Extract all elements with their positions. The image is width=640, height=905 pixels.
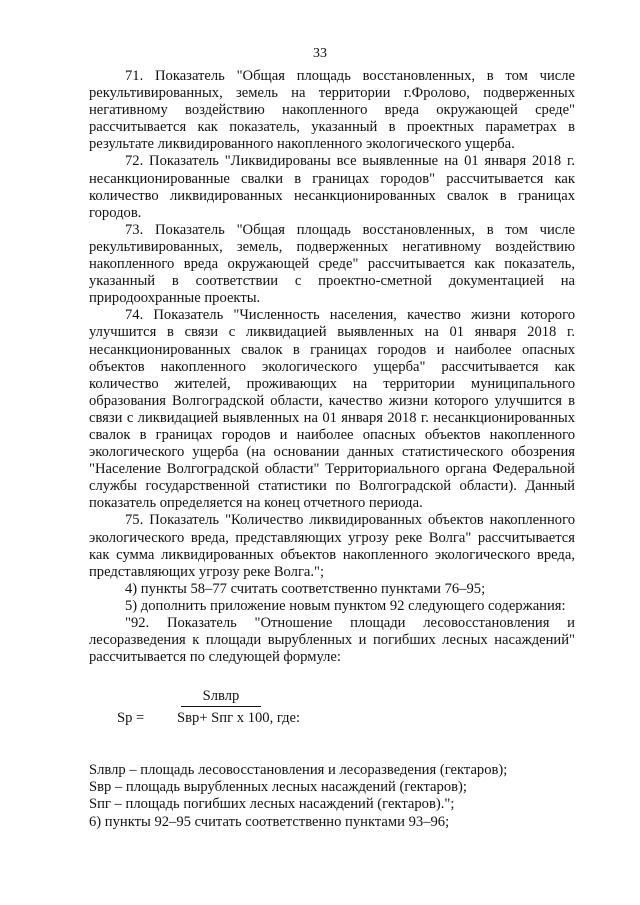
amendment-item-4: 4) пункты 58–77 считать соответственно пунктами 76–95; bbox=[125, 580, 486, 597]
paragraph-92: "92. Показатель "Отношение площади лесовосстановления и лесоразведения к площади вырубленных и погибших лесных насаждений" рассчитывается по следующей формуле: bbox=[89, 615, 575, 666]
page-number: 33 bbox=[313, 46, 327, 61]
paragraph-73: 73. Показатель "Общая площадь восстановленных, в том числе рекультивированных, земель, подверженных негативному воздействию накопленного вреда окружающей среде" рассчитывается как показатель, указанный в соответствии с проектно-сметной документацией на природоохранные проекты. bbox=[89, 221, 575, 307]
definition-spg: Sпг – площадь погибших лесных насаждений (гектаров)."; bbox=[89, 796, 455, 813]
paragraph-74: 74. Показатель "Численность населения, качество жизни которого улучшится в связи с ликвидацией выявленных на 01 января 2018 г. несанкционированных свалок в границах городов и наиболее опасных объектов накопленного экологического ущерба" рассчитывается как количество жителей, проживающих на территории муниципального образования Волгоградской области, качество жизни которого улучшится в связи с ликвидацией выявленных на 01 января 2018 г. несанкционированных свалок в границах городов и наиболее опасных объектов накопленного экологического ущерба (на основании данных статистического обозрения "Население Волгоградской области" Территориального органа Федеральной службы государственной статистики по Волгоградской области). Данный показатель определяется на конец отчетного периода. bbox=[89, 307, 575, 512]
document-body bbox=[89, 68, 575, 831]
amendment-item-5: 5) дополнить приложение новым пунктом 92 следующего содержания: bbox=[125, 597, 566, 614]
paragraph-71: 71. Показатель "Общая площадь восстановленных, в том числе рекультивированных, земель на территории г.Фролово, подверженных негативному воздействию накопленного вреда окружающей среде" рассчитывается как показатель, указанный в проектных параметрах в результате ликвидированного накопленного экологического ущерба. bbox=[89, 68, 575, 153]
paragraph-75: 75. Показатель "Количество ликвидированных объектов накопленного экологического вреда, представляющих угрозу реке Волга" рассчитывается как сумма ликвидированных объектов накопленного экологического вреда, представляющих угрозу реке Волга."; bbox=[89, 512, 575, 580]
paragraph-72: 72. Показатель "Ликвидированы все выявленные на 01 января 2018 г. несанкционированные свалки в границах городов" рассчитывается как количество ликвидированных несанкционированных свалок в границах городов. bbox=[89, 153, 575, 221]
formula-denominator: Sвр+ Sпг x 100, где: bbox=[177, 710, 301, 727]
formula-numerator: Sлвлр bbox=[181, 688, 261, 707]
amendment-item-6: 6) пункты 92–95 считать соответственно пунктами 93–96; bbox=[89, 813, 450, 830]
formula-lhs: Sp = bbox=[117, 710, 145, 727]
formula bbox=[117, 688, 575, 746]
definition-slvlr: Sлвлр – площадь лесовосстановления и лесоразведения (гектаров); bbox=[89, 762, 508, 779]
definition-svr: Sвр – площадь вырубленных лесных насаждений (гектаров); bbox=[89, 779, 467, 796]
formula-definitions bbox=[89, 762, 575, 830]
